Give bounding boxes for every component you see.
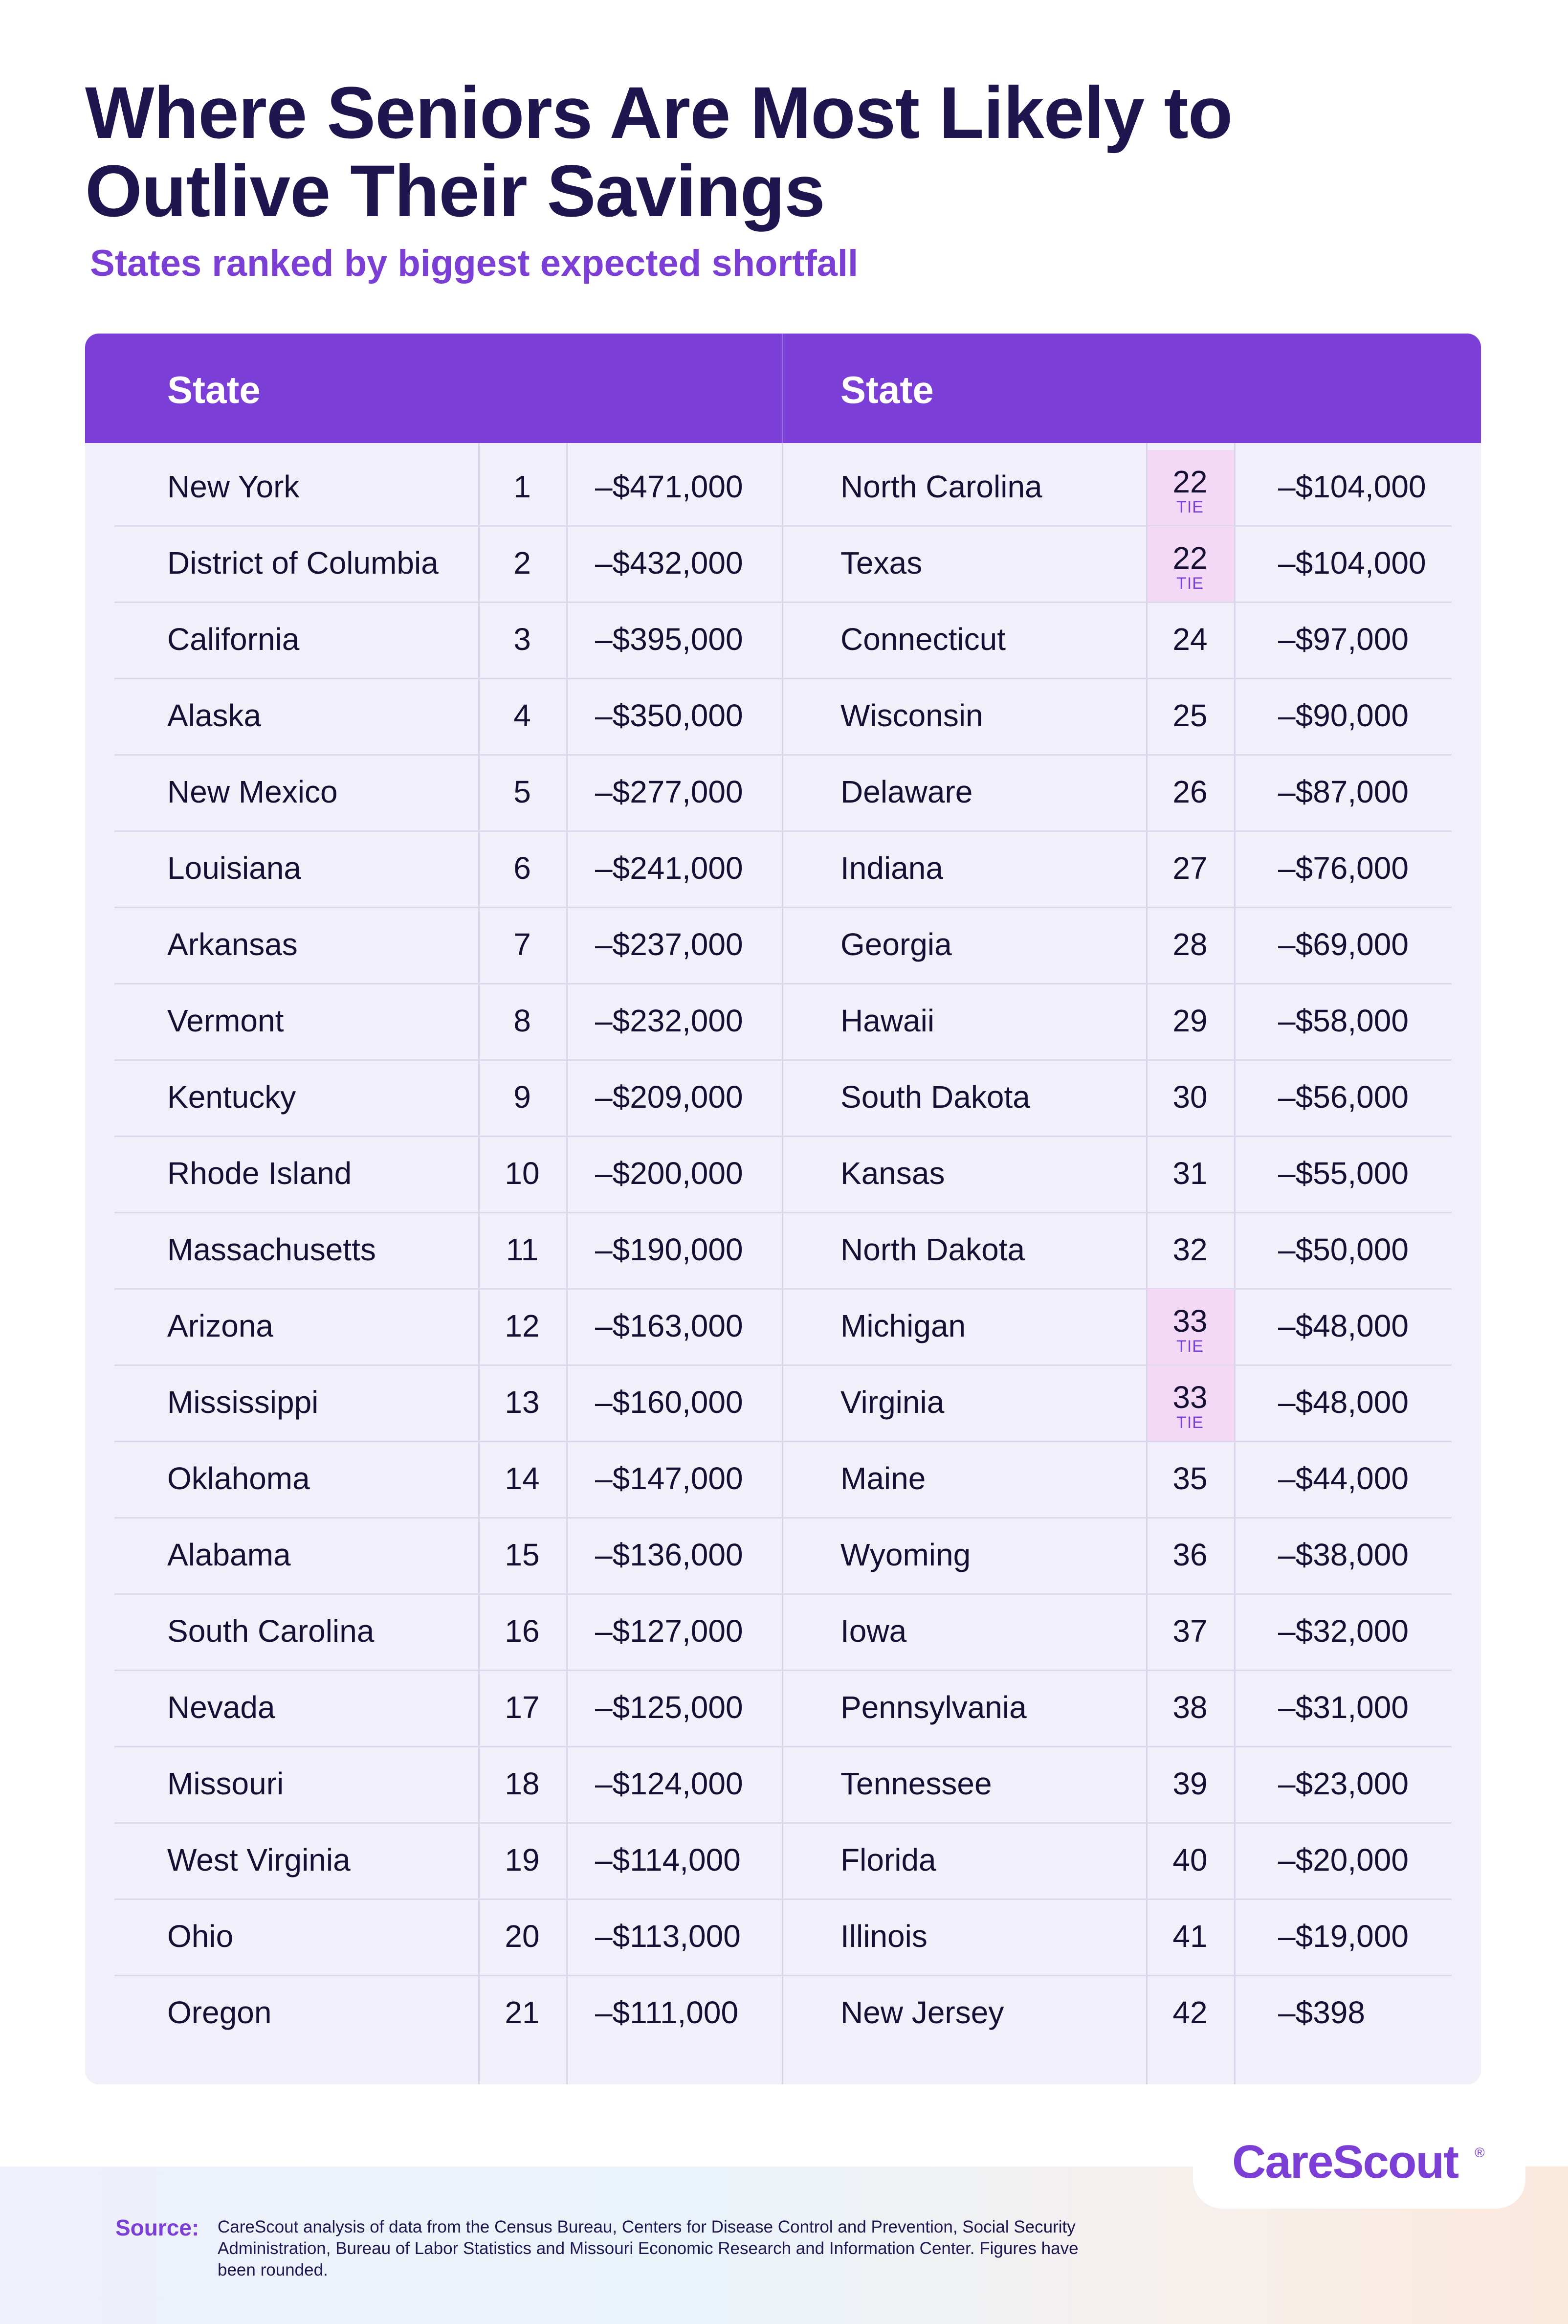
table-header <box>85 334 1481 443</box>
shortfall-value: –$190,000 <box>595 1232 743 1267</box>
state-name: Alabama <box>167 1537 291 1572</box>
row-divider <box>782 830 1452 832</box>
row-divider <box>782 1441 1452 1442</box>
state-name: Maine <box>840 1461 926 1496</box>
row-divider <box>782 1822 1452 1824</box>
row-divider <box>782 1364 1452 1366</box>
state-name: Illinois <box>840 1919 928 1954</box>
page-title: Where Seniors Are Most Likely to Outlive Their Savings <box>85 71 1233 232</box>
shortfall-value: –$398 <box>1278 1995 1365 2030</box>
rank-number: 22 <box>1172 540 1208 576</box>
state-name: Louisiana <box>167 850 301 886</box>
rank-number: 1 <box>513 469 531 504</box>
row-divider <box>114 1059 782 1061</box>
rank-number: 9 <box>513 1079 531 1115</box>
rank-number: 7 <box>513 927 531 962</box>
state-name: Massachusetts <box>167 1232 376 1267</box>
rank-number: 42 <box>1172 1995 1208 2030</box>
row-divider <box>114 1899 782 1900</box>
header-divider <box>782 334 783 443</box>
rank-number: 38 <box>1172 1690 1208 1725</box>
state-name: South Carolina <box>167 1613 375 1649</box>
tie-label: TIE <box>1176 574 1204 593</box>
rank-number: 4 <box>513 698 531 733</box>
shortfall-value: –$127,000 <box>595 1613 743 1649</box>
rank-number: 35 <box>1172 1461 1208 1496</box>
row-divider <box>782 1136 1452 1137</box>
row-divider <box>782 525 1452 527</box>
row-divider <box>114 1441 782 1442</box>
shortfall-value: –$58,000 <box>1278 1003 1409 1038</box>
rank-number: 28 <box>1172 927 1208 962</box>
state-name: West Virginia <box>167 1842 351 1877</box>
state-name: California <box>167 622 300 657</box>
state-name: Arizona <box>167 1308 273 1343</box>
row-divider <box>782 1746 1452 1747</box>
state-name: Alaska <box>167 698 262 733</box>
row-divider <box>114 1746 782 1747</box>
shortfall-value: –$44,000 <box>1278 1461 1409 1496</box>
state-name: Florida <box>840 1842 936 1877</box>
rank-number: 22 <box>1172 464 1208 499</box>
rank-number: 32 <box>1172 1232 1208 1267</box>
row-divider <box>114 525 782 527</box>
row-divider <box>114 1670 782 1671</box>
state-name: Kentucky <box>167 1079 296 1115</box>
row-divider <box>782 678 1452 679</box>
tie-label: TIE <box>1176 1413 1204 1432</box>
rank-number: 37 <box>1172 1613 1208 1649</box>
shortfall-value: –$48,000 <box>1278 1385 1409 1420</box>
shortfall-value: –$237,000 <box>595 927 743 962</box>
state-name: Virginia <box>840 1385 945 1420</box>
state-name: South Dakota <box>840 1079 1030 1115</box>
row-divider <box>782 1899 1452 1900</box>
row-divider <box>114 830 782 832</box>
shortfall-value: –$114,000 <box>595 1842 741 1877</box>
state-name: Wisconsin <box>840 698 983 733</box>
row-divider <box>782 1059 1452 1061</box>
row-divider <box>114 907 782 908</box>
tie-label: TIE <box>1176 1337 1204 1356</box>
state-name: Michigan <box>840 1308 966 1343</box>
shortfall-value: –$350,000 <box>595 698 743 733</box>
rank-number: 3 <box>513 622 531 657</box>
shortfall-value: –$160,000 <box>595 1385 743 1420</box>
state-name: Arkansas <box>167 927 298 962</box>
rank-number: 41 <box>1172 1919 1208 1954</box>
row-divider <box>782 1670 1452 1671</box>
shortfall-value: –$125,000 <box>595 1690 743 1725</box>
shortfall-value: –$124,000 <box>595 1766 743 1801</box>
state-name: Connecticut <box>840 622 1006 657</box>
rank-number: 11 <box>506 1232 539 1267</box>
state-name: Indiana <box>840 850 943 886</box>
state-name: Iowa <box>840 1613 907 1649</box>
rank-number: 21 <box>505 1995 540 2030</box>
rank-number: 6 <box>513 850 531 886</box>
source-label: Source: <box>115 2215 199 2240</box>
state-name: Rhode Island <box>167 1156 352 1191</box>
rank-number: 15 <box>505 1537 540 1572</box>
row-divider <box>782 907 1452 908</box>
registered-mark: ® <box>1475 2145 1485 2160</box>
row-divider <box>114 678 782 679</box>
state-name: Missouri <box>167 1766 284 1801</box>
state-name: Vermont <box>167 1003 284 1038</box>
shortfall-value: –$56,000 <box>1278 1079 1409 1115</box>
shortfall-value: –$69,000 <box>1278 927 1409 962</box>
state-name: Delaware <box>840 774 973 809</box>
shortfall-value: –$232,000 <box>595 1003 743 1038</box>
shortfall-value: –$90,000 <box>1278 698 1409 733</box>
row-divider <box>114 1364 782 1366</box>
shortfall-value: –$209,000 <box>595 1079 743 1115</box>
row-divider <box>782 983 1452 984</box>
row-divider <box>782 602 1452 603</box>
rank-number: 17 <box>505 1690 540 1725</box>
state-name: Kansas <box>840 1156 945 1191</box>
rank-number: 19 <box>505 1842 540 1877</box>
state-name: New York <box>167 469 300 504</box>
rank-number: 8 <box>513 1003 531 1038</box>
shortfall-value: –$471,000 <box>595 469 743 504</box>
state-name: Nevada <box>167 1690 275 1725</box>
column-header-state-left: State <box>167 368 261 411</box>
rank-number: 5 <box>513 774 531 809</box>
state-name: Mississippi <box>167 1385 319 1420</box>
source-text: CareScout analysis of data from the Census Bureau, Centers for Disease Control and Prevention, Social Security Administration, Bureau of Labor Statistics and Missouri Economic Research and Information Center. Figures have been rounded. <box>218 2217 1079 2279</box>
row-divider <box>114 1822 782 1824</box>
shortfall-value: –$104,000 <box>1278 469 1426 504</box>
shortfall-value: –$200,000 <box>595 1156 743 1191</box>
rank-number: 14 <box>505 1461 540 1496</box>
state-name: Georgia <box>840 927 952 962</box>
row-divider <box>782 1212 1452 1213</box>
rank-number: 31 <box>1172 1156 1208 1191</box>
state-name: Ohio <box>167 1919 234 1954</box>
row-divider <box>114 1136 782 1137</box>
state-name: North Dakota <box>840 1232 1025 1267</box>
state-name: North Carolina <box>840 469 1042 504</box>
row-divider <box>114 983 782 984</box>
tie-label: TIE <box>1176 498 1204 516</box>
shortfall-table <box>85 334 1481 2084</box>
rank-number: 24 <box>1172 622 1208 657</box>
row-divider <box>782 1288 1452 1290</box>
state-name: Texas <box>840 545 923 581</box>
rank-number: 12 <box>505 1308 540 1343</box>
shortfall-value: –$111,000 <box>595 1995 739 2030</box>
shortfall-value: –$113,000 <box>595 1919 741 1954</box>
rank-number: 30 <box>1172 1079 1208 1115</box>
row-divider <box>114 754 782 756</box>
shortfall-value: –$277,000 <box>595 774 743 809</box>
rank-number: 20 <box>505 1919 540 1954</box>
row-divider <box>114 1517 782 1519</box>
shortfall-value: –$23,000 <box>1278 1766 1409 1801</box>
state-name: Hawaii <box>840 1003 935 1038</box>
column-divider <box>566 443 568 2084</box>
rank-number: 39 <box>1172 1766 1208 1801</box>
shortfall-value: –$32,000 <box>1278 1613 1409 1649</box>
rank-number: 33 <box>1172 1303 1208 1339</box>
row-divider <box>114 602 782 603</box>
shortfall-value: –$38,000 <box>1278 1537 1409 1572</box>
state-name: New Mexico <box>167 774 338 809</box>
shortfall-value: –$241,000 <box>595 850 743 886</box>
state-name: Tennessee <box>840 1766 992 1801</box>
row-divider <box>782 1975 1452 1976</box>
shortfall-value: –$87,000 <box>1278 774 1409 809</box>
rank-number: 13 <box>505 1385 540 1420</box>
shortfall-value: –$50,000 <box>1278 1232 1409 1267</box>
row-divider <box>114 1288 782 1290</box>
rank-number: 33 <box>1172 1380 1208 1415</box>
shortfall-value: –$31,000 <box>1278 1690 1409 1725</box>
state-name: Oregon <box>167 1995 272 2030</box>
shortfall-value: –$48,000 <box>1278 1308 1409 1343</box>
shortfall-value: –$395,000 <box>595 622 743 657</box>
rank-number: 36 <box>1172 1537 1208 1572</box>
rank-number: 2 <box>513 545 531 581</box>
shortfall-value: –$55,000 <box>1278 1156 1409 1191</box>
shortfall-value: –$19,000 <box>1278 1919 1409 1954</box>
state-name: District of Columbia <box>167 545 439 581</box>
rank-number: 18 <box>505 1766 540 1801</box>
shortfall-value: –$136,000 <box>595 1537 743 1572</box>
row-divider <box>782 754 1452 756</box>
rank-number: 27 <box>1172 850 1208 886</box>
rank-number: 40 <box>1172 1842 1208 1877</box>
rank-number: 16 <box>505 1613 540 1649</box>
page-subtitle: States ranked by biggest expected shortfall <box>90 243 859 284</box>
column-divider <box>1234 443 1236 2084</box>
state-name: Pennsylvania <box>840 1690 1027 1725</box>
carescout-logo: CareScout <box>1232 2136 1458 2188</box>
state-name: Oklahoma <box>167 1461 310 1496</box>
column-header-state-right: State <box>840 368 934 411</box>
row-divider <box>114 1975 782 1976</box>
rank-number: 26 <box>1172 774 1208 809</box>
rank-number: 25 <box>1172 698 1208 733</box>
state-name: New Jersey <box>840 1995 1004 2030</box>
rank-number: 10 <box>505 1156 540 1191</box>
shortfall-value: –$163,000 <box>595 1308 743 1343</box>
state-name: Wyoming <box>840 1537 971 1572</box>
shortfall-value: –$147,000 <box>595 1461 743 1496</box>
rank-number: 29 <box>1172 1003 1208 1038</box>
column-divider <box>782 443 783 2084</box>
row-divider <box>782 1517 1452 1519</box>
shortfall-value: –$20,000 <box>1278 1842 1409 1877</box>
shortfall-value: –$432,000 <box>595 545 743 581</box>
row-divider <box>114 1212 782 1213</box>
row-divider <box>782 1593 1452 1595</box>
shortfall-value: –$97,000 <box>1278 622 1409 657</box>
shortfall-value: –$104,000 <box>1278 545 1426 581</box>
shortfall-value: –$76,000 <box>1278 850 1409 886</box>
row-divider <box>114 1593 782 1595</box>
